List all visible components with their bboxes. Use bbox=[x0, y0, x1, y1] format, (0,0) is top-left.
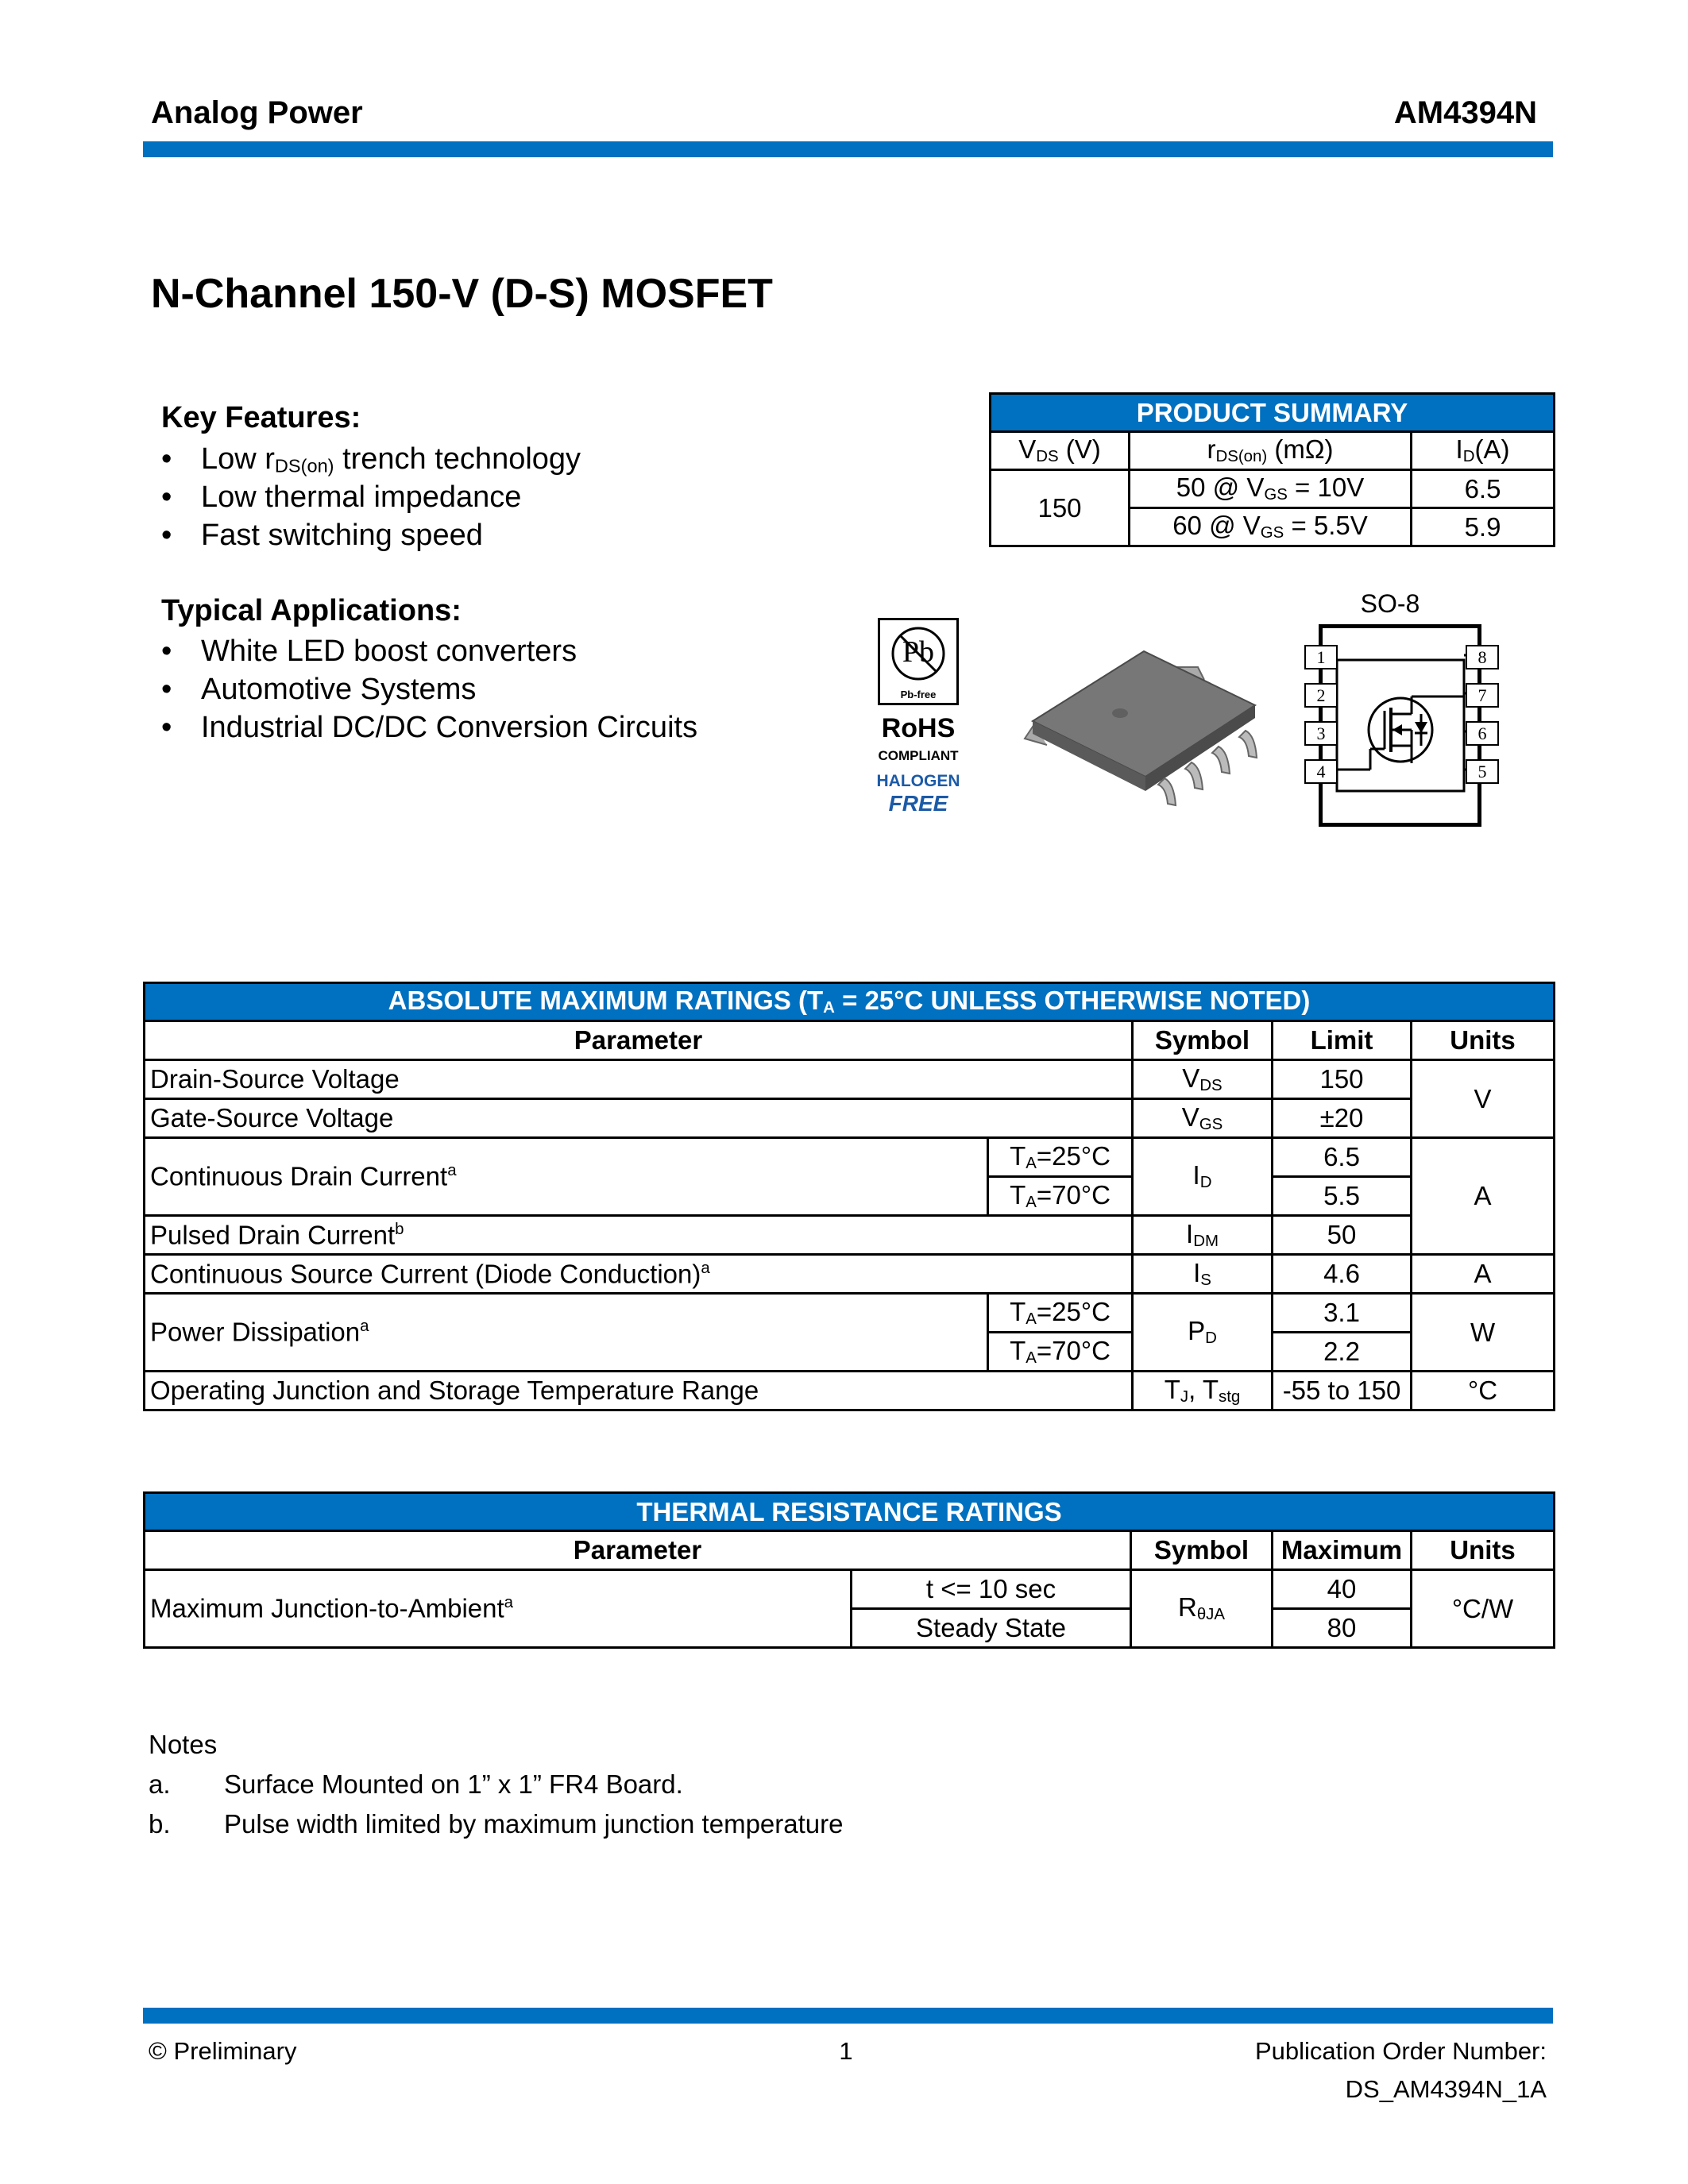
pin-4: 4 bbox=[1304, 759, 1338, 784]
so8-pinout-diagram bbox=[1319, 624, 1481, 827]
pin-6: 6 bbox=[1466, 721, 1499, 746]
document-title: N-Channel 150-V (D-S) MOSFET bbox=[151, 271, 773, 317]
note-letter: b. bbox=[149, 1809, 171, 1839]
table-row: Maximum Junction-to-Ambient$^a$ t <= 10 sec $R_{\theta JA}$ 40 °C/W bbox=[145, 1570, 1555, 1609]
company-name: Analog Power bbox=[151, 95, 363, 130]
package-label: SO-8 bbox=[1360, 589, 1420, 618]
abs-max-title: ABSOLUTE MAXIMUM RATINGS ($T_A = 25^\circ C$ UNLESS OTHERWISE NOTED) bbox=[145, 983, 1555, 1021]
notes-heading: Notes bbox=[149, 1730, 218, 1759]
rohs-label: RoHS bbox=[881, 713, 956, 743]
rds-value: 50 @ $V_{GS} = 10V$ bbox=[1130, 470, 1412, 508]
pin-1: 1 bbox=[1304, 645, 1338, 669]
list-item: • Fast switching speed bbox=[161, 516, 581, 554]
page-number: 1 bbox=[839, 2037, 853, 2065]
pb-free-label: Pb-free bbox=[900, 689, 937, 700]
footer-copyright: © Preliminary bbox=[149, 2037, 297, 2065]
list-item: • Low thermal impedance bbox=[161, 478, 581, 516]
id-value: 6.5 bbox=[1412, 470, 1555, 508]
table-row: Operating Junction and Storage Temperature Range $T_J$, $T_{stg}$ -55 to 150 °C bbox=[145, 1372, 1555, 1410]
key-features-heading: Key Features: bbox=[161, 401, 361, 434]
table-row: Drain-Source Voltage $V_{DS}$ 150 V bbox=[145, 1060, 1555, 1099]
list-item: • Industrial DC/DC Conversion Circuits bbox=[161, 708, 697, 747]
product-summary-title: PRODUCT SUMMARY bbox=[991, 394, 1555, 432]
product-summary-table bbox=[989, 392, 1555, 547]
pin-5: 5 bbox=[1466, 759, 1499, 784]
pin-7: 7 bbox=[1466, 683, 1499, 708]
mosfet-symbol-icon bbox=[1323, 628, 1477, 823]
id-value: 5.9 bbox=[1412, 508, 1555, 546]
pin-3: 3 bbox=[1304, 721, 1338, 746]
table-row: Steady State 80 bbox=[145, 1609, 1555, 1648]
halogen-label: HALOGEN bbox=[876, 772, 960, 790]
col-header-symbol: Symbol bbox=[1133, 1021, 1273, 1060]
col-header-units: Units bbox=[1412, 1531, 1555, 1570]
pin-2: 2 bbox=[1304, 683, 1338, 708]
table-row: Continuous Drain Current$^a$ $T_A=25^\circ C$ $I_D$ 6.5 A bbox=[145, 1138, 1555, 1177]
part-number: AM4394N bbox=[1393, 95, 1537, 130]
applications-list bbox=[161, 632, 697, 747]
list-item: • Automotive Systems bbox=[161, 670, 697, 708]
table-row: Continuous Source Current (Diode Conduction)$^a$ $I_S$ 4.6 A bbox=[145, 1255, 1555, 1294]
vds-value: 150 bbox=[991, 470, 1130, 546]
table-row: $T_A=70^\circ C$ 2.2 bbox=[145, 1333, 1555, 1372]
publication-order-number: DS_AM4394N_1A bbox=[1345, 2075, 1547, 2103]
key-features-list bbox=[161, 440, 581, 554]
table-row: Power Dissipation$^a$ $T_A=25^\circ C$ $P_D$ 3.1 W bbox=[145, 1294, 1555, 1333]
pin-8: 8 bbox=[1466, 645, 1499, 669]
col-header-units: Units bbox=[1412, 1021, 1555, 1060]
col-header-maximum: Maximum bbox=[1273, 1531, 1412, 1570]
col-header-vds: $V_{DS}$ (V) bbox=[991, 432, 1130, 470]
header-rule bbox=[143, 141, 1553, 157]
col-header-parameter: Parameter bbox=[145, 1021, 1133, 1060]
thermal-title: THERMAL RESISTANCE RATINGS bbox=[145, 1493, 1555, 1531]
so8-package-image bbox=[1017, 635, 1279, 818]
note-letter: a. bbox=[149, 1769, 171, 1799]
col-header-id: $I_D(A)$ bbox=[1412, 432, 1555, 470]
applications-heading: Typical Applications: bbox=[161, 594, 462, 627]
pb-free-badge bbox=[878, 618, 959, 705]
col-header-limit: Limit bbox=[1273, 1021, 1412, 1060]
list-item: • Low $r_{DS(on)}$ trench technology bbox=[161, 440, 581, 478]
thermal-resistance-table bbox=[143, 1491, 1555, 1649]
publication-order-label: Publication Order Number: bbox=[1255, 2037, 1547, 2065]
note-text: Surface Mounted on 1” x 1” FR4 Board. bbox=[224, 1769, 683, 1799]
absolute-max-ratings-table bbox=[143, 982, 1555, 1411]
rds-value: 60 @ $V_{GS} = 5.5V$ bbox=[1130, 508, 1412, 546]
rohs-compliant: COMPLIANT bbox=[878, 748, 959, 763]
footer-rule bbox=[143, 2008, 1553, 2024]
list-item: • White LED boost converters bbox=[161, 632, 697, 670]
col-header-parameter: Parameter bbox=[145, 1531, 1131, 1570]
table-row: Pulsed Drain Current$^b$ $I_{DM}$ 50 bbox=[145, 1216, 1555, 1255]
col-header-symbol: Symbol bbox=[1131, 1531, 1273, 1570]
note-text: Pulse width limited by maximum junction temperature bbox=[224, 1809, 844, 1839]
halogen-free-label: FREE bbox=[888, 791, 948, 816]
pb-symbol: Pb bbox=[902, 635, 935, 669]
table-row: $T_A=70^\circ C$ 5.5 bbox=[145, 1177, 1555, 1216]
table-row: Gate-Source Voltage $V_{GS}$ ±20 bbox=[145, 1099, 1555, 1138]
col-header-rds: $r_{DS(on)}$ (mΩ) bbox=[1130, 432, 1412, 470]
